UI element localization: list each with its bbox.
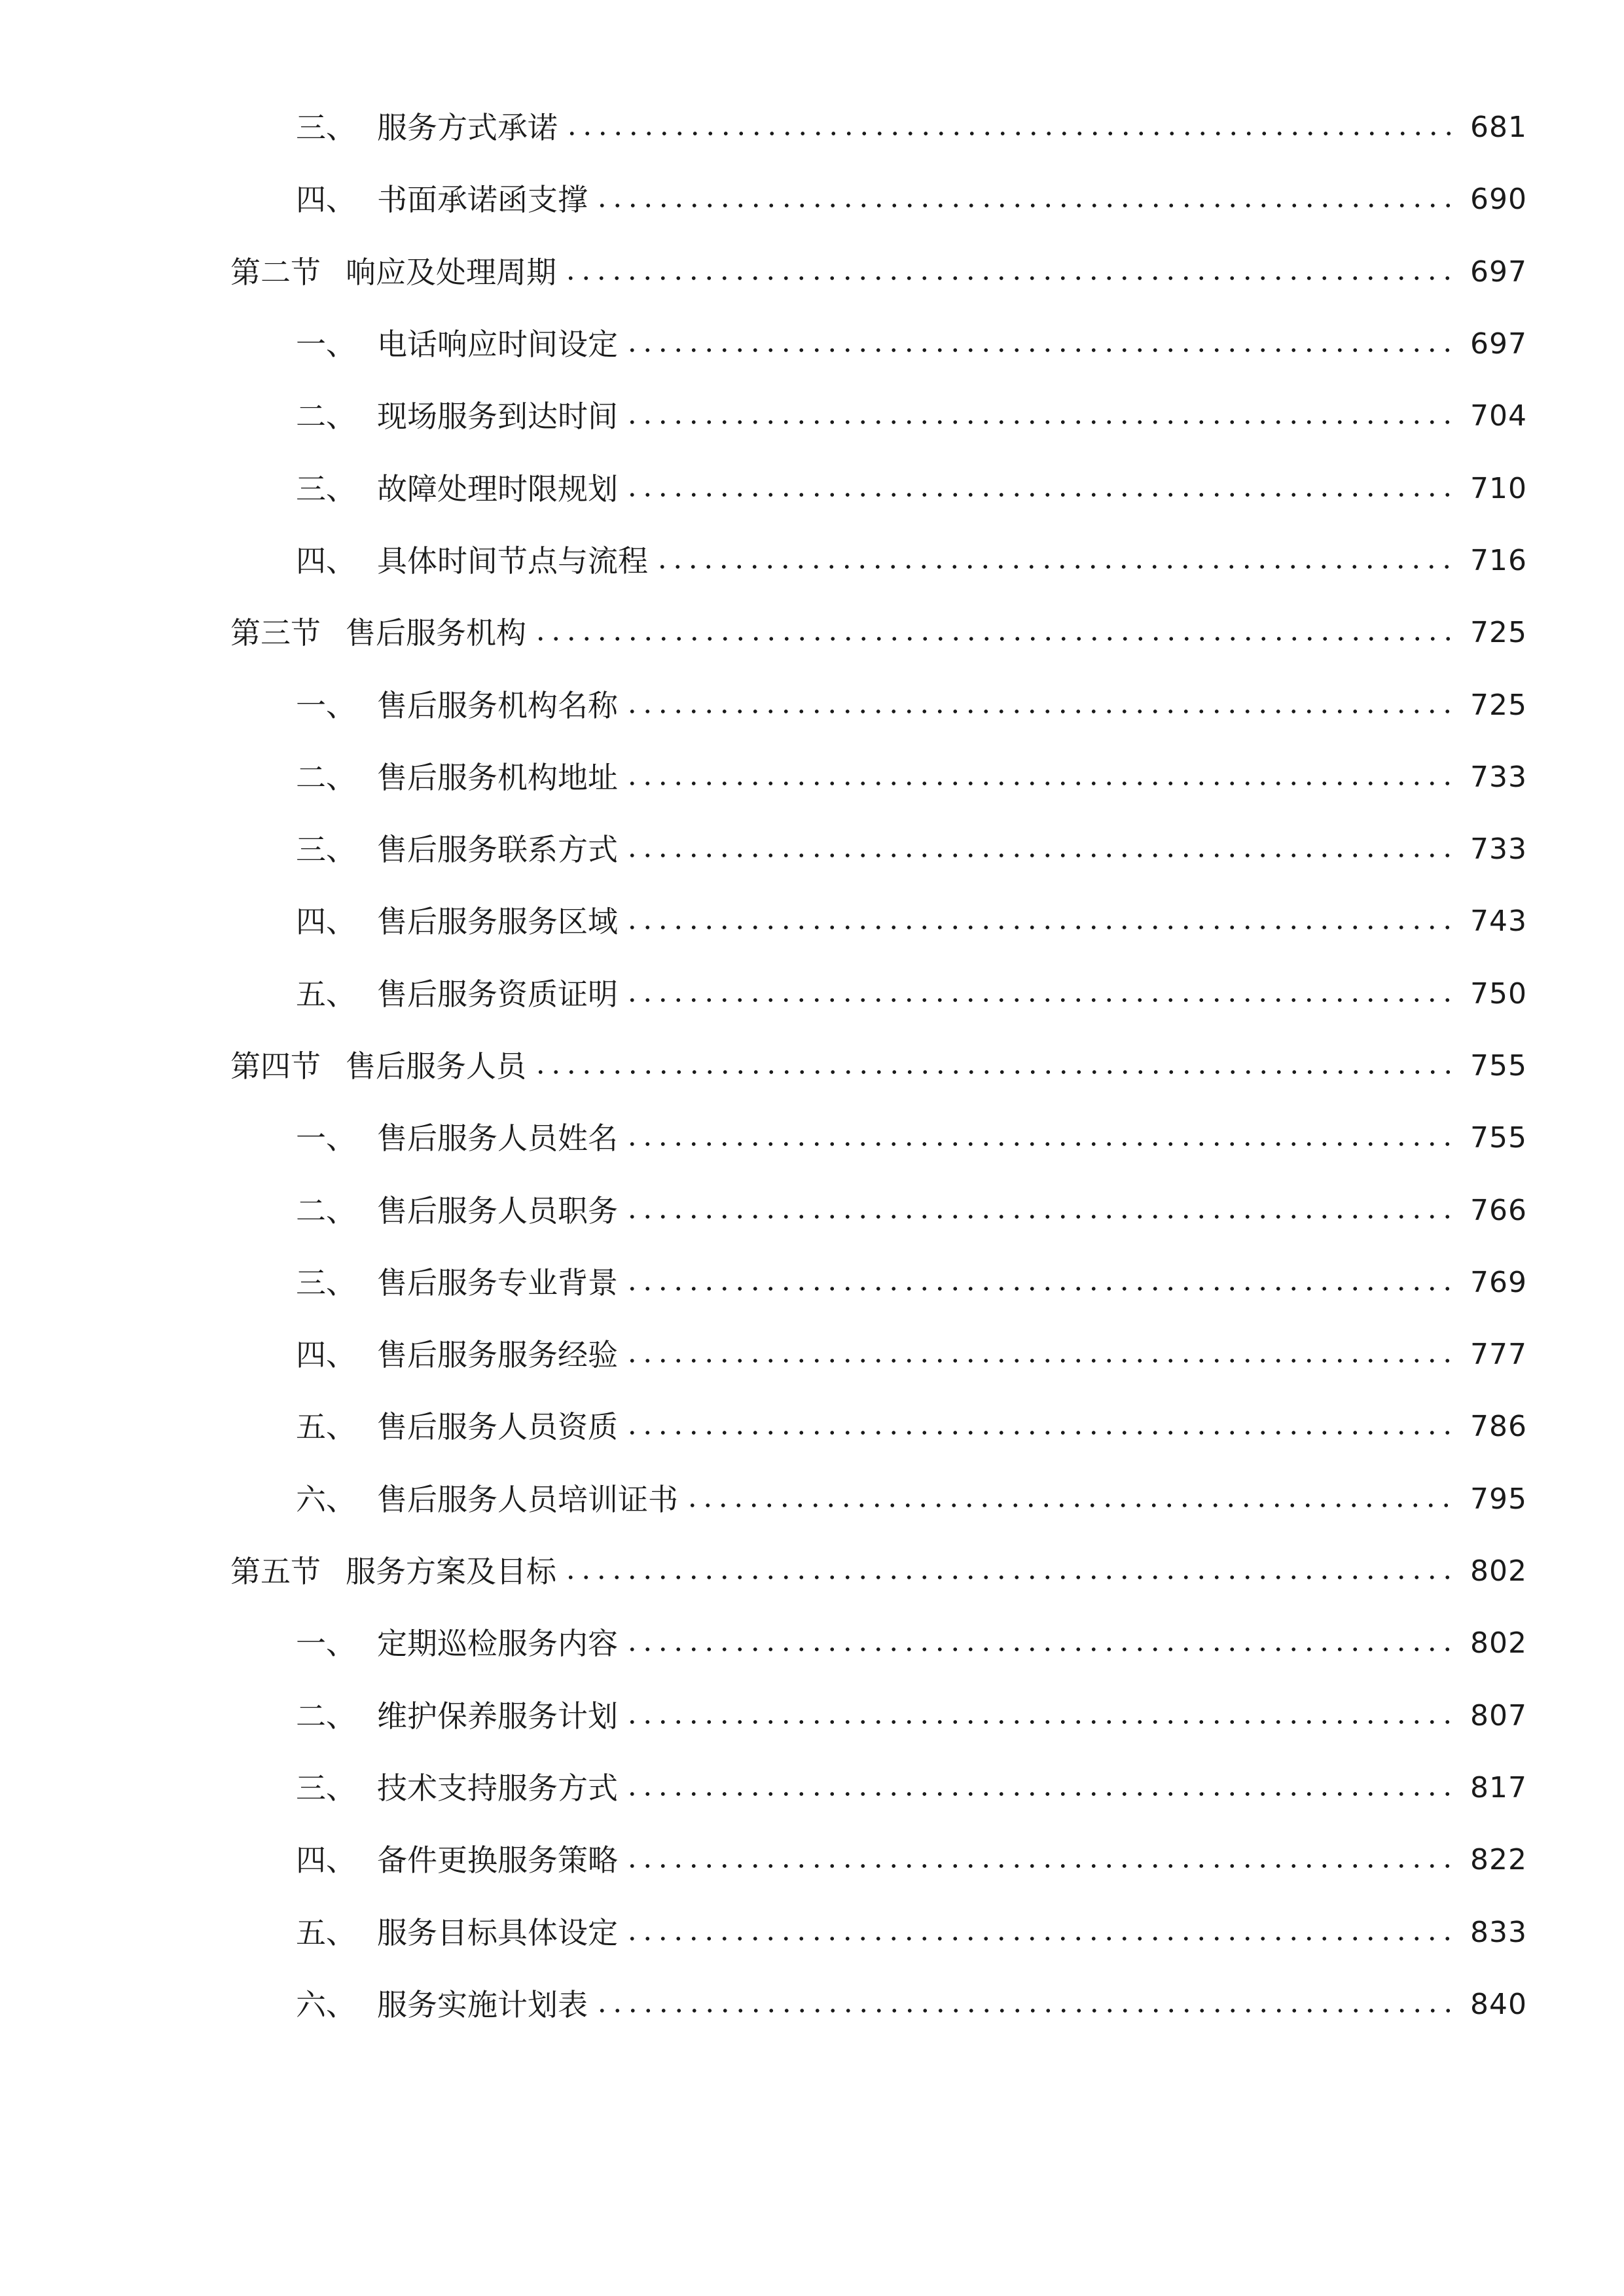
toc-subsection-entry[interactable] — [0, 1680, 1624, 1752]
toc-subsection-entry[interactable] — [0, 308, 1624, 380]
toc-page-number: 681 — [1470, 111, 1527, 145]
toc-dot-leader — [594, 2008, 1459, 2013]
toc-dot-leader — [624, 1286, 1459, 1291]
toc-entry-number: 一、 — [296, 687, 356, 723]
toc-dot-leader — [655, 564, 1459, 569]
toc-dot-leader — [624, 853, 1459, 858]
toc-page-number: 822 — [1470, 1843, 1527, 1877]
toc-entry-title: 售后服务人员培训证书 — [377, 1481, 678, 1517]
toc-entry-title: 售后服务专业背景 — [377, 1265, 618, 1300]
toc-entry-title: 售后服务服务经验 — [377, 1337, 618, 1373]
toc-subsection-entry[interactable] — [0, 814, 1624, 886]
toc-page-number: 697 — [1470, 255, 1527, 289]
toc-entry-title: 维护保养服务计划 — [377, 1698, 618, 1734]
toc-entry-title: 售后服务人员职务 — [377, 1193, 618, 1229]
toc-subsection-entry[interactable] — [0, 380, 1624, 452]
toc-section-entry[interactable] — [0, 597, 1624, 669]
toc-entry-number: 一、 — [296, 1121, 356, 1157]
toc-entry-title: 售后服务机构 — [346, 615, 526, 651]
toc-entry-number: 三、 — [296, 110, 356, 146]
toc-entry-number: 四、 — [296, 1337, 356, 1373]
toc-subsection-entry[interactable] — [0, 92, 1624, 164]
toc-entry-title: 具体时间节点与流程 — [377, 543, 648, 579]
toc-page-number: 802 — [1470, 1554, 1527, 1588]
toc-subsection-entry[interactable] — [0, 452, 1624, 524]
toc-entry-number: 六、 — [296, 1986, 356, 2022]
toc-dot-leader — [594, 203, 1459, 208]
toc-page-number: 710 — [1470, 471, 1527, 505]
toc-entry-title: 现场服务到达时间 — [377, 399, 618, 435]
toc-page-number: 725 — [1470, 616, 1527, 650]
toc-subsection-entry[interactable] — [0, 1319, 1624, 1391]
toc-entry-title: 售后服务资质证明 — [377, 976, 618, 1012]
toc-page-number: 817 — [1470, 1770, 1527, 1804]
toc-page-number: 743 — [1470, 905, 1527, 939]
toc-subsection-entry[interactable] — [0, 1607, 1624, 1679]
table-of-contents — [0, 92, 1624, 2041]
toc-entry-number: 一、 — [296, 1626, 356, 1662]
toc-section-entry[interactable] — [0, 1030, 1624, 1102]
toc-entry-number: 三、 — [296, 832, 356, 868]
toc-dot-leader — [564, 131, 1459, 136]
toc-page-number: 802 — [1470, 1626, 1527, 1660]
toc-page-number: 807 — [1470, 1698, 1527, 1732]
toc-page-number: 833 — [1470, 1915, 1527, 1949]
toc-subsection-entry[interactable] — [0, 958, 1624, 1030]
toc-page-number: 755 — [1470, 1121, 1527, 1155]
toc-entry-number: 六、 — [296, 1481, 356, 1517]
toc-entry-title: 售后服务人员资质 — [377, 1409, 618, 1445]
toc-dot-leader — [624, 925, 1459, 930]
toc-page-number: 733 — [1470, 760, 1527, 794]
toc-section-entry[interactable] — [0, 236, 1624, 308]
toc-entry-title: 备件更换服务策略 — [377, 1842, 618, 1878]
toc-entry-number: 三、 — [296, 1770, 356, 1806]
toc-entry-number: 五、 — [296, 1914, 356, 1950]
toc-entry-title: 售后服务人员 — [346, 1049, 526, 1084]
toc-dot-leader — [624, 420, 1459, 425]
toc-entry-title: 售后服务联系方式 — [377, 832, 618, 868]
toc-entry-number: 第四节 — [230, 1049, 321, 1084]
toc-dot-leader — [685, 1503, 1459, 1508]
toc-dot-leader — [624, 1430, 1459, 1435]
toc-entry-title: 服务方式承诺 — [377, 110, 558, 146]
toc-subsection-entry[interactable] — [0, 1102, 1624, 1174]
toc-entry-title: 售后服务机构名称 — [377, 687, 618, 723]
toc-subsection-entry[interactable] — [0, 886, 1624, 958]
toc-dot-leader — [624, 1647, 1459, 1652]
toc-dot-leader — [533, 636, 1459, 641]
toc-page-number: 840 — [1470, 1987, 1527, 2021]
toc-entry-title: 售后服务机构地址 — [377, 759, 618, 795]
toc-entry-number: 第五节 — [230, 1554, 321, 1590]
toc-page-number: 690 — [1470, 183, 1527, 217]
toc-entry-number: 三、 — [296, 1265, 356, 1300]
toc-page-number: 733 — [1470, 833, 1527, 867]
toc-entry-number: 二、 — [296, 1193, 356, 1229]
toc-dot-leader — [624, 997, 1459, 1003]
toc-dot-leader — [624, 1791, 1459, 1797]
toc-page-number: 766 — [1470, 1193, 1527, 1227]
toc-section-entry[interactable] — [0, 1535, 1624, 1607]
toc-subsection-entry[interactable] — [0, 669, 1624, 741]
toc-entry-title: 电话响应时间设定 — [377, 327, 618, 363]
toc-dot-leader — [624, 1863, 1459, 1869]
toc-subsection-entry[interactable] — [0, 1824, 1624, 1896]
toc-subsection-entry[interactable] — [0, 1752, 1624, 1824]
toc-entry-number: 四、 — [296, 1842, 356, 1878]
toc-dot-leader — [624, 348, 1459, 353]
toc-entry-number: 二、 — [296, 399, 356, 435]
toc-subsection-entry[interactable] — [0, 1896, 1624, 1968]
toc-dot-leader — [563, 1575, 1459, 1580]
toc-page-number: 750 — [1470, 977, 1527, 1011]
toc-dot-leader — [624, 1214, 1459, 1219]
toc-dot-leader — [624, 1936, 1459, 1941]
toc-entry-number: 第二节 — [230, 254, 321, 290]
toc-page-number: 795 — [1470, 1482, 1527, 1516]
toc-entry-title: 服务实施计划表 — [377, 1986, 588, 2022]
toc-subsection-entry[interactable] — [0, 1463, 1624, 1535]
toc-dot-leader — [563, 276, 1459, 281]
toc-page-number: 697 — [1470, 327, 1527, 361]
toc-page-number: 786 — [1470, 1410, 1527, 1444]
toc-dot-leader — [624, 1719, 1459, 1725]
toc-dot-leader — [624, 492, 1459, 497]
toc-entry-number: 四、 — [296, 543, 356, 579]
toc-entry-number: 第三节 — [230, 615, 321, 651]
toc-entry-title: 服务方案及目标 — [346, 1554, 556, 1590]
toc-entry-title: 技术支持服务方式 — [377, 1770, 618, 1806]
toc-subsection-entry[interactable] — [0, 742, 1624, 814]
toc-entry-number: 一、 — [296, 327, 356, 363]
toc-entry-number: 二、 — [296, 759, 356, 795]
toc-entry-number: 四、 — [296, 904, 356, 940]
toc-dot-leader — [533, 1069, 1459, 1075]
toc-entry-number: 五、 — [296, 976, 356, 1012]
toc-subsection-entry[interactable] — [0, 525, 1624, 597]
toc-page-number: 769 — [1470, 1265, 1527, 1299]
toc-dot-leader — [624, 709, 1459, 714]
toc-entry-title: 售后服务人员姓名 — [377, 1121, 618, 1157]
toc-page-number: 725 — [1470, 688, 1527, 722]
toc-entry-number: 五、 — [296, 1409, 356, 1445]
toc-entry-number: 二、 — [296, 1698, 356, 1734]
toc-entry-number: 三、 — [296, 471, 356, 507]
toc-entry-title: 书面承诺函支撑 — [377, 182, 588, 218]
toc-page-number: 716 — [1470, 543, 1527, 577]
toc-entry-title: 服务目标具体设定 — [377, 1914, 618, 1950]
toc-subsection-entry[interactable] — [0, 164, 1624, 236]
toc-dot-leader — [624, 781, 1459, 786]
toc-entry-title: 响应及处理周期 — [346, 254, 556, 290]
toc-subsection-entry[interactable] — [0, 1969, 1624, 2041]
toc-page-number: 777 — [1470, 1338, 1527, 1372]
toc-subsection-entry[interactable] — [0, 1391, 1624, 1463]
toc-entry-title: 售后服务服务区域 — [377, 904, 618, 940]
toc-subsection-entry[interactable] — [0, 1174, 1624, 1246]
toc-entry-title: 定期巡检服务内容 — [377, 1626, 618, 1662]
toc-entry-title: 故障处理时限规划 — [377, 471, 618, 507]
toc-page-number: 704 — [1470, 399, 1527, 433]
toc-entry-number: 四、 — [296, 182, 356, 218]
toc-dot-leader — [624, 1141, 1459, 1147]
toc-subsection-entry[interactable] — [0, 1247, 1624, 1319]
toc-dot-leader — [624, 1358, 1459, 1363]
toc-page-number: 755 — [1470, 1049, 1527, 1083]
